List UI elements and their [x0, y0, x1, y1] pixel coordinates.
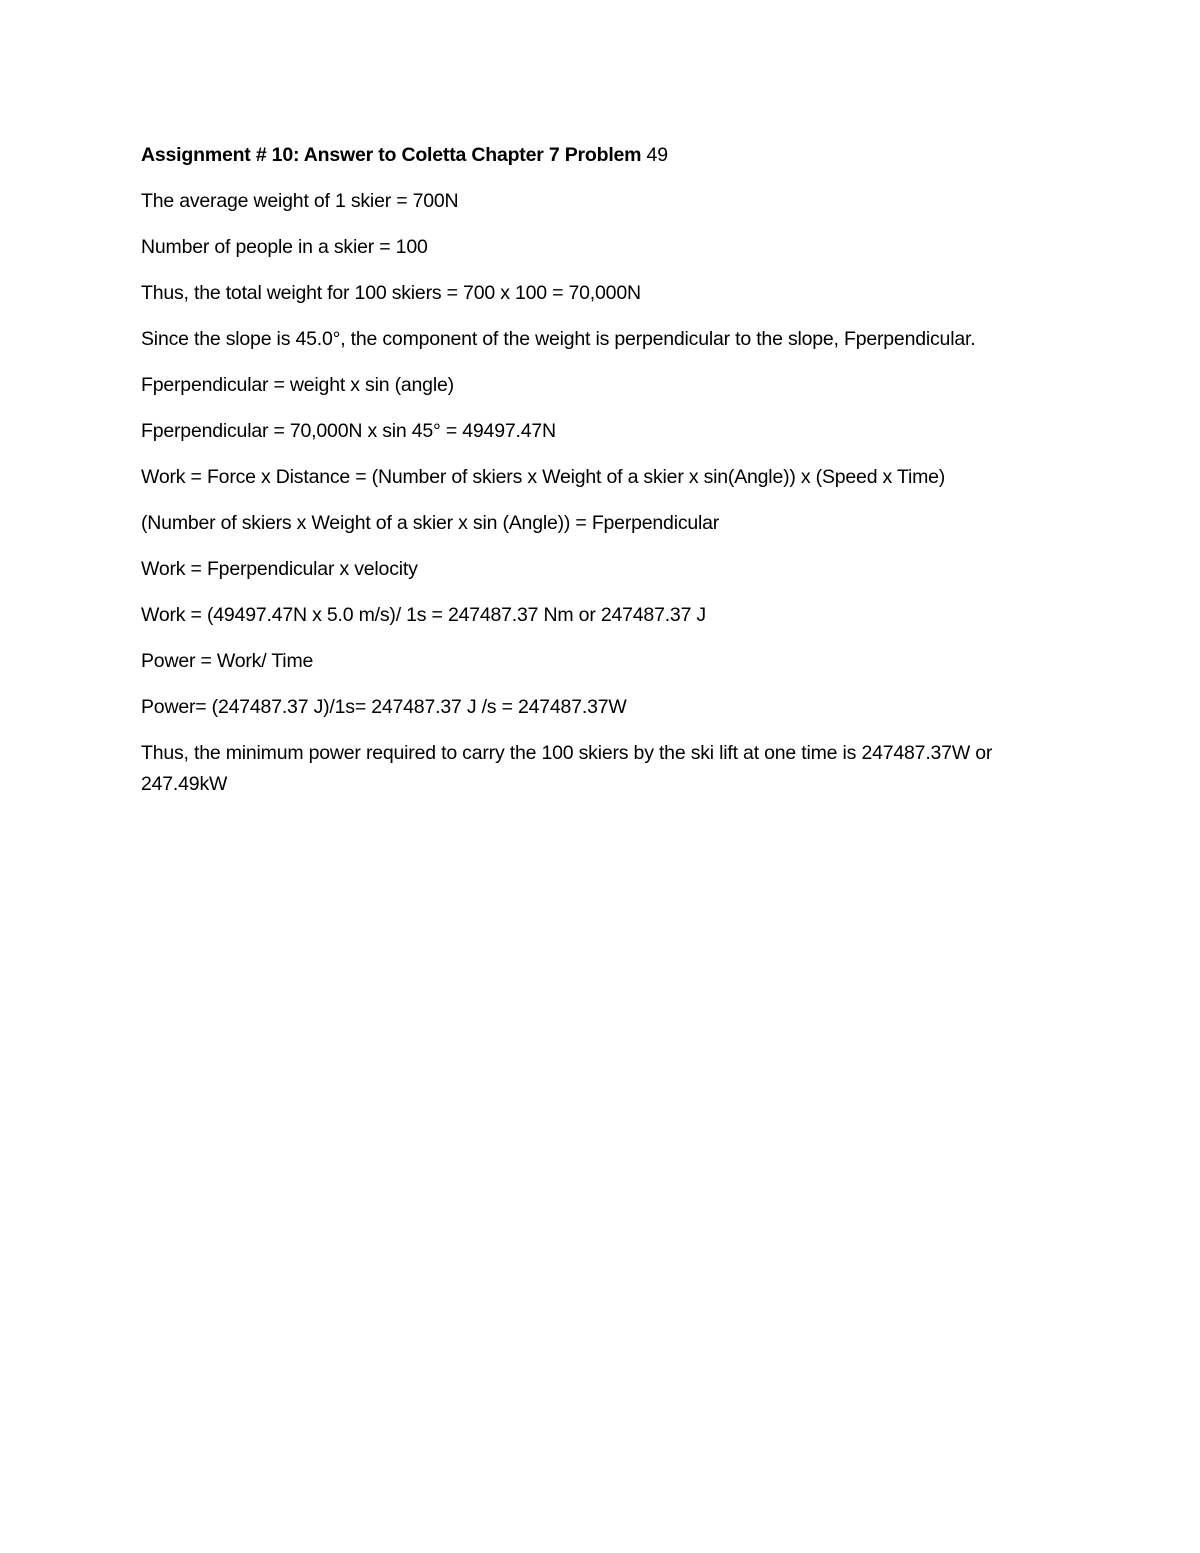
- title-text: Assignment # 10: Answer to Coletta Chapter 7 Problem: [141, 144, 642, 166]
- paragraph-slope-component: Since the slope is 45.0°, the component of the weight is perpendicular to the slope, Fperpendicular.: [141, 328, 976, 350]
- paragraph-number-of-people: Number of people in a skier = 100: [141, 236, 428, 258]
- paragraph-skier-weight: The average weight of 1 skier = 700N: [141, 190, 459, 212]
- paragraph-total-weight: Thus, the total weight for 100 skiers = 700 x 100 = 70,000N: [141, 282, 641, 304]
- title-problem-number: 49: [646, 144, 668, 166]
- paragraph-power-formula: Power = Work/ Time: [141, 650, 314, 672]
- paragraph-conclusion: Thus, the minimum power required to carry the 100 skiers by the ski lift at one time is 247487.37W or 247.49kW: [141, 742, 993, 795]
- paragraph-work-velocity: Work = Fperpendicular x velocity: [141, 558, 418, 580]
- paragraph-work-value: Work = (49497.47N x 5.0 m/s)/ 1s = 247487.37 Nm or 247487.37 J: [141, 604, 706, 626]
- paragraph-fperpendicular-formula: Fperpendicular = weight x sin (angle): [141, 374, 454, 396]
- document-title: [141, 140, 1061, 171]
- paragraph-work-formula: Work = Force x Distance = (Number of skiers x Weight of a skier x sin(Angle)) x (Speed x Time): [141, 466, 946, 488]
- paragraph-fperpendicular-value: Fperpendicular = 70,000N x sin 45° = 49497.47N: [141, 420, 556, 442]
- paragraph-fperpendicular-identity: (Number of skiers x Weight of a skier x sin (Angle)) = Fperpendicular: [141, 512, 720, 534]
- document-body: [141, 140, 1061, 815]
- paragraph-power-value: Power= (247487.37 J)/1s= 247487.37 J /s = 247487.37W: [141, 696, 627, 718]
